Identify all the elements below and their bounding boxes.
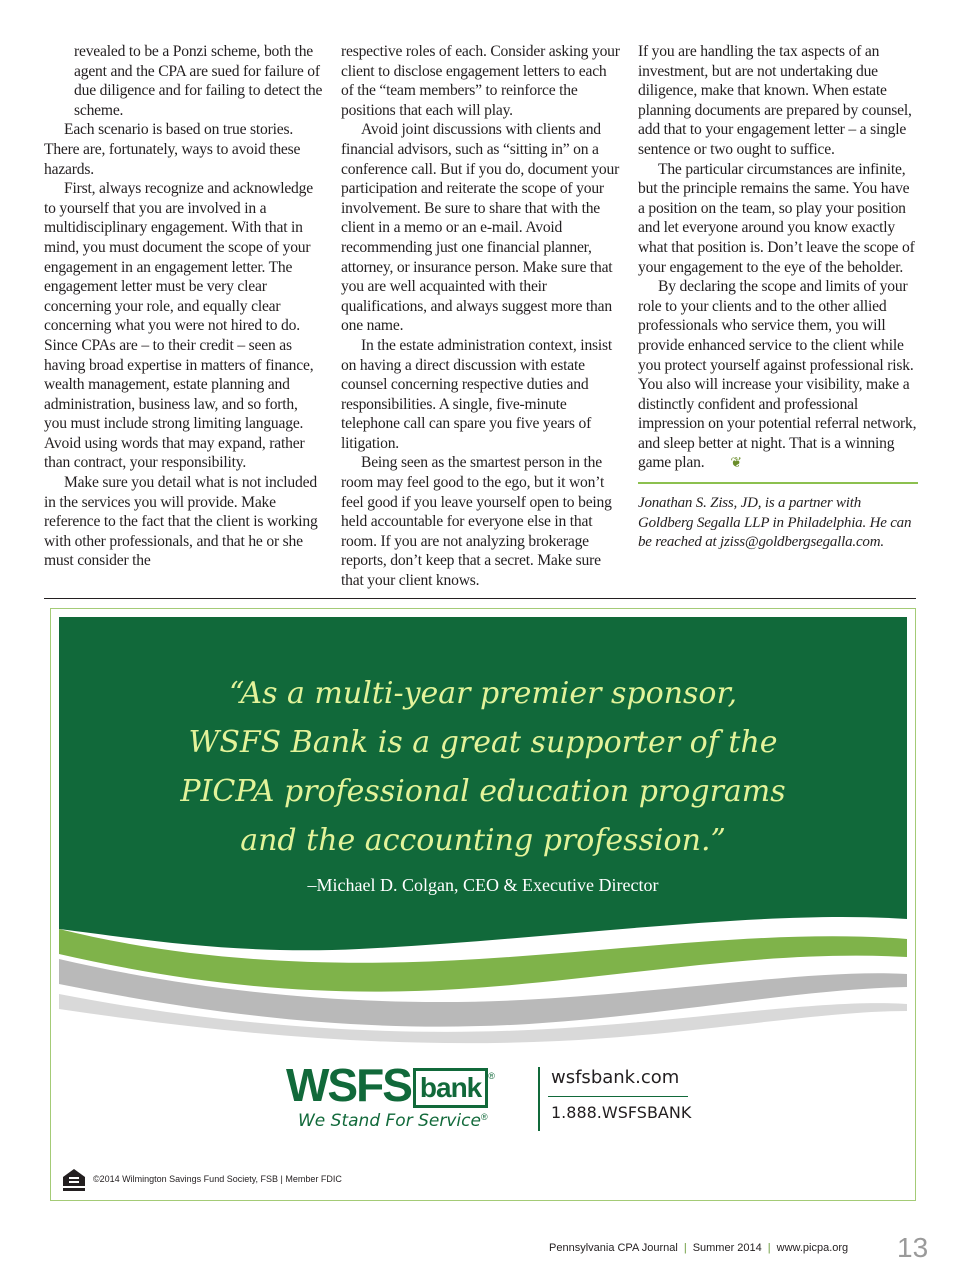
article-column-3 [638,42,918,553]
paragraph: First, always recognize and acknowledge to yourself that you are involved in a multidisciplinary engagement. With that in mind, you must document the scope of your engagement in an engagement letter. The engagement letter must be very clear concerning your role, and equally clear concerning what you were not hired to do. Since CPAs are – to their credit – seen as having broad expertise in matters of finance, wealth management, estate planning and administration, business law, and so forth, you must include strong limiting language. Avoid using words that may expand, rather than contract, your responsibility. [44,180,314,472]
paragraph: The particular circumstances are infinite, but the principle remains the same. You have a position on the team, so play your position and let everyone around you know exactly what that position is. Don’t leave the scope of your engagement to the eye of the beholder. [638,160,915,276]
quote-line: WSFS Bank is a great supporter of the [188,725,778,760]
issue-date: Summer 2014 [692,1242,762,1254]
article-column-2 [341,42,621,591]
footer-url[interactable]: www.picpa.org [776,1242,849,1254]
footer-text [549,1242,848,1254]
equal-housing-icon [61,1166,87,1192]
wsfs-logo [286,1061,516,1141]
bio-divider [638,482,918,484]
registered-mark: ® [488,1071,495,1081]
phone-number[interactable]: 1.888.WSFSBANK [551,1103,692,1122]
paragraph: If you are handling the tax aspects of an investment, but are not undertaking due diligence, make that known. When estate planning documents are prepared by counsel, add that to your engagement letter – a single sentence or two ought to suffice. [638,43,912,158]
end-mark-icon: ❦ [730,456,742,472]
decorative-swoosh [59,899,907,1049]
contact-underline [548,1096,688,1097]
registered-mark: ® [480,1112,488,1122]
footer-separator: | [767,1242,771,1254]
ad-legal [61,1164,342,1194]
quote-attribution: –Michael D. Colgan, CEO & Executive Director [307,875,659,895]
paragraph-text: By declaring the scope and limits of your role to your clients and to the other allied professionals who service them, you will provide enhanced service to the client while you protect yourself against professional risk. You also will increase your visibility, make a distinctly confident and professional impression on your potential referral network, and sleep better at night. That is a winning game plan. [638,278,917,472]
logo-wordmark: WSFS [286,1059,411,1111]
page-footer [0,1232,960,1264]
paragraph: Each scenario is based on true stories. There are, fortunately, ways to avoid these hazards. [44,121,301,178]
author-bio: Jonathan S. Ziss, JD, is a partner with Goldberg Segalla LLP in Philadelphia. He can be reached at jziss@goldbergsegalla.com. [638,495,912,551]
contact-divider [538,1067,540,1131]
footer-separator: | [683,1242,687,1254]
ad-quote [59,669,907,865]
paragraph: revealed to be a Ponzi scheme, both the agent and the CPA are sued for failure of due diligence and for failing to detect the scheme. [74,43,323,119]
wsfs-advertisement [50,608,916,1201]
paragraph: Being seen as the smartest person in the room may feel good to the ego, but it won’t feel good if you leave yourself open to being held accountable for everyone else in that room. If you are not analyzing brokerage reports, don’t keep that a secret. Make sure that your client knows. [341,454,612,590]
journal-name: Pennsylvania CPA Journal [549,1242,678,1254]
paragraph: respective roles of each. Consider asking your client to disclose engagement letters to each of the “team members” to reinforce the positions that each will play. [341,43,620,119]
paragraph [638,277,918,474]
website-link[interactable]: wsfsbank.com [551,1067,680,1088]
ad-quote-panel [59,617,907,907]
article-columns [44,42,916,598]
legal-text: ©2014 Wilmington Savings Fund Society, FSB | Member FDIC [93,1174,342,1184]
article-column-1 [44,42,324,571]
logo-bank-box: bank [413,1068,488,1108]
logo-tagline [286,1111,516,1131]
page-number: 13 [897,1232,929,1263]
quote-line: and the accounting profession.” [240,823,726,858]
tagline-text: We Stand For Service [298,1111,481,1131]
quote-line: “As a multi-year premier sponsor, [228,676,738,711]
paragraph: Avoid joint discussions with clients and financial advisors, such as “sitting in” on a conference call. But if you do, document your participation and reiterate the scope of your involvement. Be sure to share that with the client in a memo or an e-mail. Avoid recommending just one financial planner, attorney, or insurance person. Make sure that you are well acquainted with their qualifications, and always suggest more than one name. [341,121,620,335]
article-bottom-rule [44,598,916,599]
quote-line: PICPA professional education programs [180,774,786,809]
paragraph: Make sure you detail what is not included in the services you will provide. Make reference to the fact that the client is working with other professionals, and that he or she must consider the [44,474,318,570]
paragraph: In the estate administration context, insist on having a direct discussion with estate counsel concerning respective duties and responsibilities. A single, five-minute telephone call can spare you five years of litigation. [341,336,613,452]
